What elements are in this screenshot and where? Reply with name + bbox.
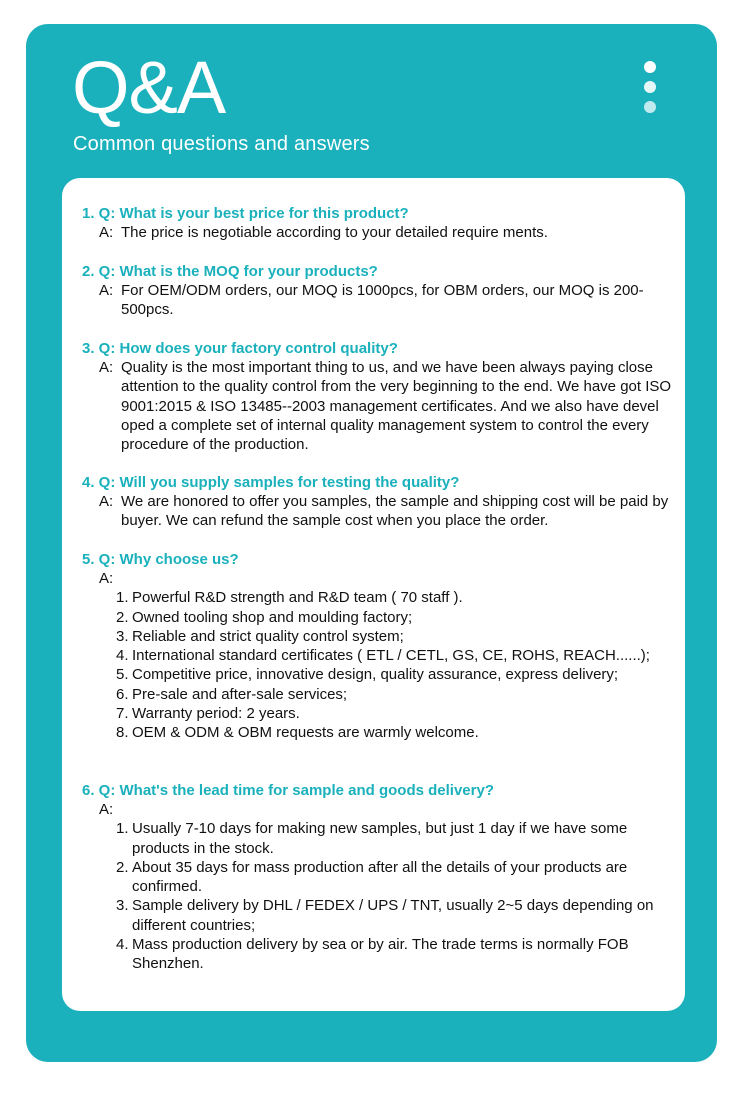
answer-prefix: A:	[99, 801, 114, 818]
list-number: 6.	[116, 685, 129, 703]
faq-question: 2. Q: What is the MOQ for your products?	[82, 263, 378, 280]
answer-text: The price is negotiable according to your detailed require ments.	[121, 224, 548, 241]
list-item	[116, 819, 672, 858]
answer-text: For OEM/ODM orders, our MOQ is 1000pcs, for OBM orders, our MOQ is 200-500pcs.	[121, 282, 644, 319]
answer-prefix: A:	[99, 224, 114, 241]
faq-item-3	[82, 339, 672, 454]
list-item	[116, 896, 672, 935]
faq-answer	[99, 281, 672, 320]
list-text: Sample delivery by DHL / FEDEX / UPS / TNT, usually 2~5 days depending on different countries;	[132, 897, 654, 934]
list-text: Reliable and strict quality control system;	[132, 627, 404, 645]
faq-answer	[99, 358, 672, 454]
list-text: Competitive price, innovative design, quality assurance, express delivery;	[132, 666, 619, 684]
list-text: OEM & ODM & OBM requests are warmly welcome.	[132, 724, 479, 742]
qa-panel	[26, 24, 717, 1062]
more-vertical-icon[interactable]	[643, 61, 657, 115]
faq-item-1	[82, 204, 672, 242]
list-number: 2.	[116, 608, 129, 626]
dot-1	[644, 61, 656, 73]
list-text: Usually 7-10 days for making new samples, but just 1 day if we have some products in the stock.	[132, 820, 628, 857]
answer-list	[82, 819, 672, 973]
faq-item-4	[82, 473, 672, 531]
faq-item-6	[82, 781, 672, 974]
list-number: 7.	[116, 705, 129, 723]
answer-prefix: A:	[99, 359, 114, 376]
answer-list	[82, 588, 672, 742]
list-item	[116, 858, 672, 897]
answer-prefix: A:	[99, 570, 114, 587]
list-item	[116, 608, 672, 627]
faq-answer	[99, 223, 672, 242]
list-number: 4.	[116, 936, 129, 954]
list-text: Owned tooling shop and moulding factory;	[132, 608, 413, 626]
list-item	[116, 627, 672, 646]
page-subtitle: Common questions and answers	[73, 133, 370, 155]
page-title: Q&A	[72, 46, 226, 129]
list-item	[116, 935, 672, 974]
list-number: 3.	[116, 897, 129, 915]
list-item	[116, 704, 672, 723]
list-text: Powerful R&D strength and R&D team ( 70 staff ).	[132, 589, 463, 607]
list-number: 2.	[116, 858, 129, 876]
faq-card	[62, 178, 685, 1011]
list-item	[116, 588, 672, 607]
list-number: 4.	[116, 647, 129, 665]
faq-item-5	[82, 550, 672, 743]
faq-answer	[99, 492, 672, 531]
list-number: 1.	[116, 589, 129, 607]
list-item	[116, 646, 672, 665]
answer-prefix: A:	[99, 282, 114, 299]
faq-question: 6. Q: What's the lead time for sample and goods delivery?	[82, 782, 494, 799]
answer-text: We are honored to offer you samples, the sample and shipping cost will be paid by buyer. We can refund the sample cost when you place the order.	[121, 493, 669, 530]
list-item	[116, 665, 672, 684]
faq-item-2	[82, 262, 672, 320]
list-text: Pre-sale and after-sale services;	[132, 685, 348, 703]
dot-3	[644, 101, 656, 113]
list-text: Warranty period: 2 years.	[132, 705, 300, 723]
faq-question: 3. Q: How does your factory control quality?	[82, 340, 398, 357]
answer-text: Quality is the most important thing to us, and we have been always paying close attention to the quality control from the very beginning to the end. We have got ISO 9001:2015 & ISO 13485--2003 management certificates. And we also have devel oped a complete set of internal quality management system to control the every procedure of the production.	[121, 359, 672, 454]
list-number: 8.	[116, 724, 129, 742]
list-item	[116, 723, 672, 742]
faq-question: 5. Q: Why choose us?	[82, 551, 239, 568]
list-number: 3.	[116, 627, 129, 645]
list-item	[116, 685, 672, 704]
list-text: About 35 days for mass production after all the details of your products are confirmed.	[132, 858, 628, 896]
list-text: Mass production delivery by sea or by air. The trade terms is normally FOB Shenzhen.	[132, 936, 629, 973]
faq-question: 1. Q: What is your best price for this product?	[82, 205, 409, 222]
faq-question: 4. Q: Will you supply samples for testing the quality?	[82, 474, 460, 491]
dot-2	[644, 81, 656, 93]
list-number: 1.	[116, 820, 129, 838]
answer-prefix: A:	[99, 493, 114, 510]
list-text: International standard certificates ( ETL / CETL, GS, CE, ROHS, REACH......);	[132, 647, 650, 665]
list-number: 5.	[116, 666, 129, 684]
